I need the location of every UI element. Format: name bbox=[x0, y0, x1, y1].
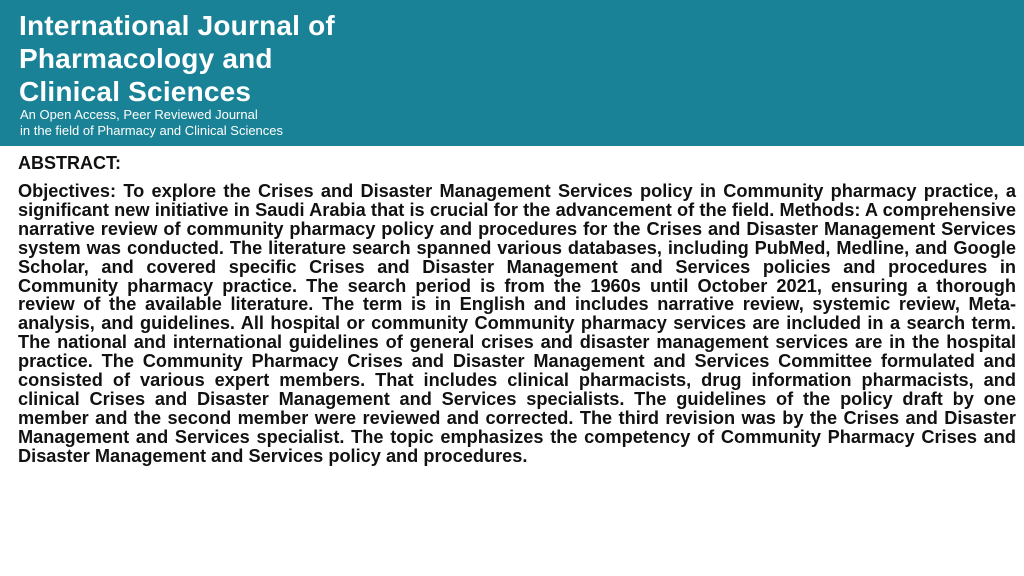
journal-title-line-3: Clinical Sciences bbox=[19, 76, 252, 107]
methods-text: A comprehensive narrative review of community pharmacy policy and procedures for the Crises and Disaster Management Services system was conducted. The literature search spanned various databases, including PubMed, Medline, and Google Scholar, and covered specific Crises and Disaster Management and Services policies and procedures in Community pharmacy practice. The search period is from the 1960s until October 2021, ensuring a thorough review of the available literature. The term is in English and includes narrative review, systemic review, Meta-analysis, and guidelines. All hospital or community Community pharmacy services are included in a search term. The national and international guidelines of general crises and disaster management services are in the hospital practice. The Community Pharmacy Crises and Disaster Management and Services Committee formulated and consisted of various expert members. That includes clinical pharmacists, drug information pharmacists, and clinical Crises and Disaster Management and Services specialists. The guidelines of the policy draft by one member and the second member were reviewed and corrected. The third revision was by the Crises and Disaster Management and Services specialist. The topic emphasizes the competency of Community Pharmacy Crises and Disaster Management and Services policy and procedures. bbox=[18, 199, 1016, 466]
journal-title bbox=[19, 9, 335, 108]
journal-subtitle-line-1: An Open Access, Peer Reviewed Journal bbox=[20, 107, 258, 122]
abstract-section bbox=[18, 152, 1016, 466]
journal-title-line-1: International Journal of bbox=[19, 10, 335, 41]
journal-subtitle-line-2: in the field of Pharmacy and Clinical Sciences bbox=[20, 123, 284, 138]
journal-banner bbox=[0, 0, 1024, 146]
objectives-text: To explore the Crises and Disaster Management Services policy in Community pharmacy practice, a significant new initiative in Saudi Arabia that is crucial for the advancement of the field. bbox=[18, 181, 1016, 220]
journal-subtitle bbox=[20, 107, 283, 139]
journal-title-line-2: Pharmacology and bbox=[19, 43, 273, 74]
abstract-heading: ABSTRACT: bbox=[18, 153, 121, 173]
objectives-label: Objectives: bbox=[18, 181, 117, 201]
methods-label: Methods: bbox=[779, 199, 861, 220]
abstract-body bbox=[18, 182, 1016, 466]
